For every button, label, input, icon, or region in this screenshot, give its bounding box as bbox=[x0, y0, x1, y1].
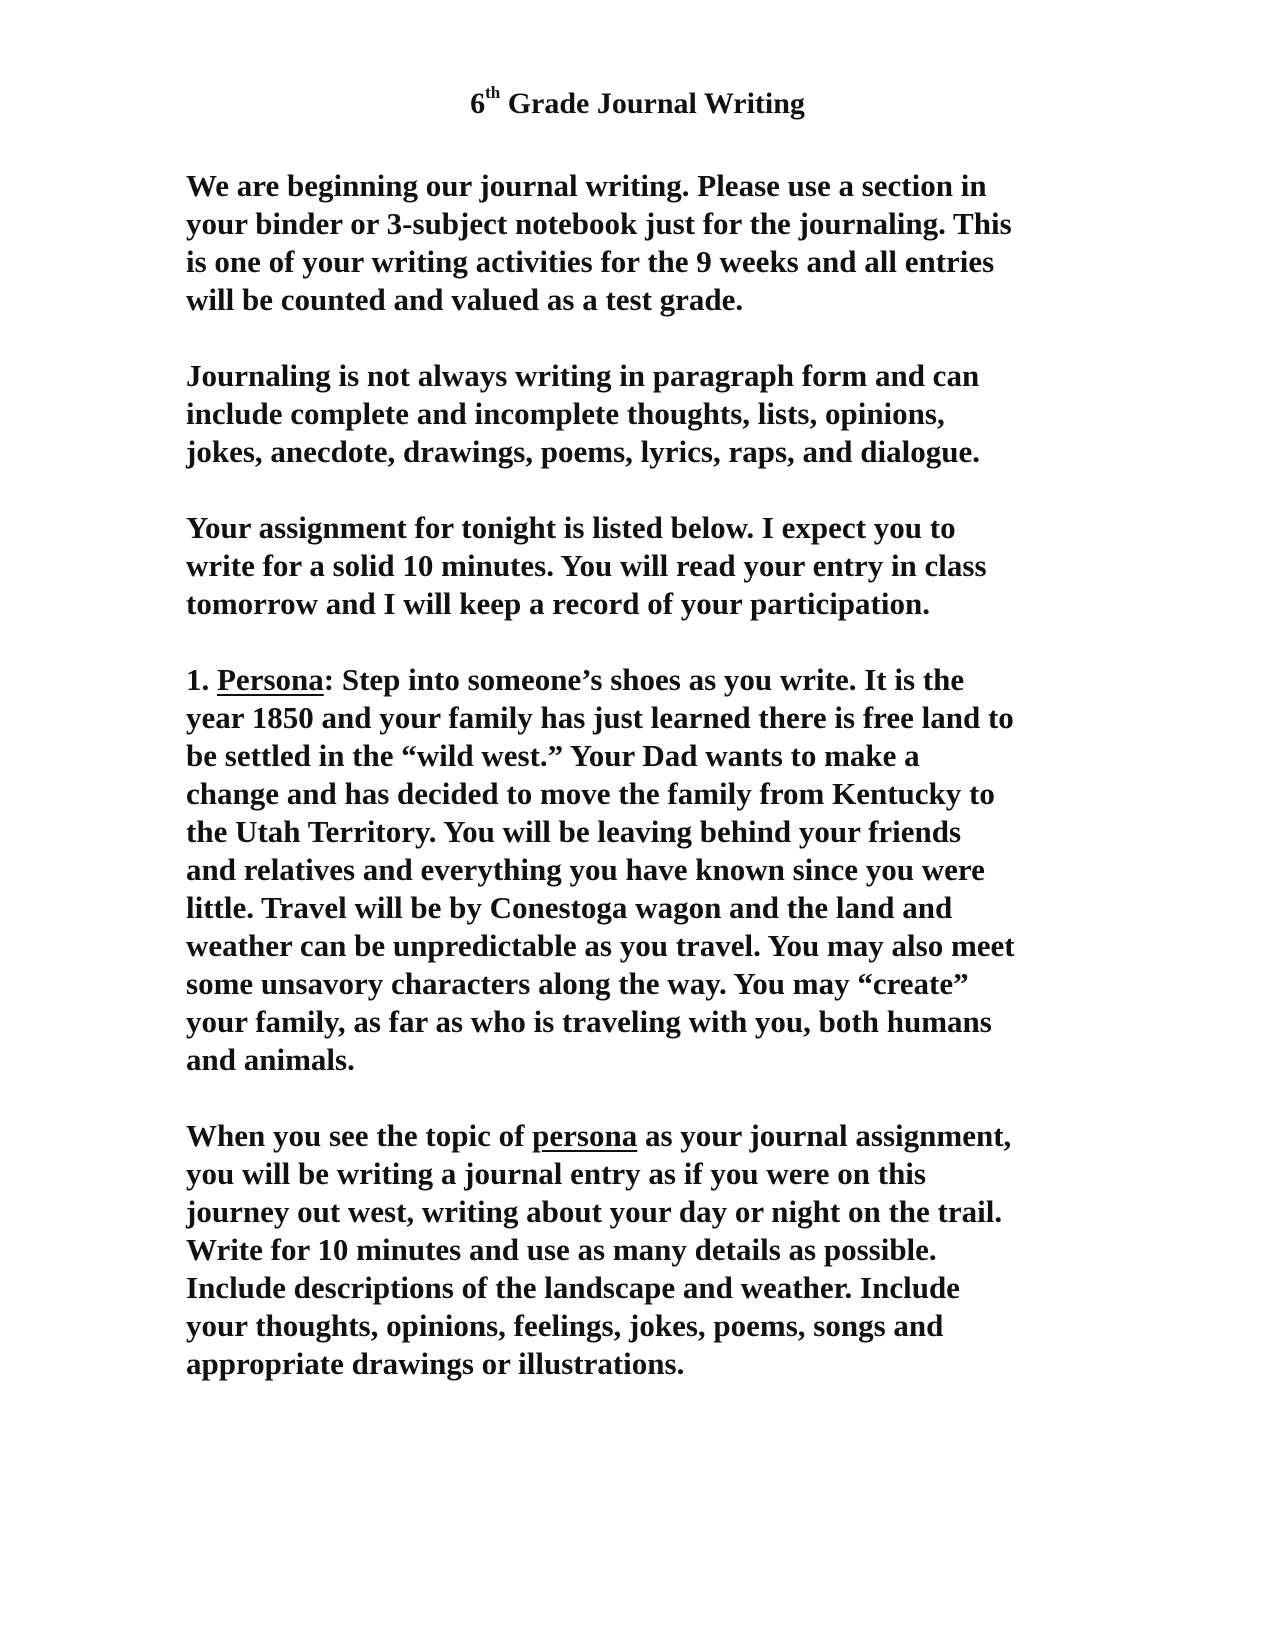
topic-paragraph bbox=[186, 1117, 1086, 1383]
text-line bbox=[186, 1117, 1086, 1155]
text-line: be settled in the “wild west.” Your Dad wants to make a bbox=[186, 738, 920, 773]
intro-paragraph bbox=[186, 167, 1086, 319]
text-fragment: as your journal assignment, bbox=[637, 1118, 1012, 1153]
page-title bbox=[0, 83, 1275, 122]
text-line: your binder or 3-subject notebook just for the journaling. This bbox=[186, 206, 1012, 241]
title-grade-suffix: th bbox=[485, 83, 501, 102]
text-line: and relatives and everything you have known since you were bbox=[186, 852, 985, 887]
journaling-description-paragraph bbox=[186, 357, 1086, 471]
text-line: journey out west, writing about your day or night on the trail. bbox=[186, 1194, 1003, 1229]
text-line: write for a solid 10 minutes. You will read your entry in class bbox=[186, 548, 987, 583]
text-line: Include descriptions of the landscape and weather. Include bbox=[186, 1270, 960, 1305]
text-line: change and has decided to move the family from Kentucky to bbox=[186, 776, 995, 811]
text-line: some unsavory characters along the way. You may “create” bbox=[186, 966, 969, 1001]
document-body bbox=[186, 167, 1086, 1421]
text-line: Journaling is not always writing in paragraph form and can bbox=[186, 358, 980, 393]
title-grade-number: 6 bbox=[470, 87, 486, 120]
text-line: your thoughts, opinions, feelings, jokes, poems, songs and bbox=[186, 1308, 944, 1343]
text-line: year 1850 and your family has just learned there is free land to bbox=[186, 700, 1014, 735]
text-fragment: When you see the topic of bbox=[186, 1118, 533, 1153]
text-line: weather can be unpredictable as you travel. You may also meet bbox=[186, 928, 1015, 963]
text-line: little. Travel will be by Conestoga wagon and the land and bbox=[186, 890, 953, 925]
persona-keyword: persona bbox=[532, 1118, 638, 1153]
text-line: is one of your writing activities for the 9 weeks and all entries bbox=[186, 244, 995, 279]
text-line bbox=[186, 661, 1086, 699]
text-line: We are beginning our journal writing. Please use a section in bbox=[186, 168, 987, 203]
text-line: your family, as far as who is traveling with you, both humans bbox=[186, 1004, 992, 1039]
text-line: Write for 10 minutes and use as many details as possible. bbox=[186, 1232, 937, 1267]
text-fragment: : Step into someone’s shoes as you write. It is the bbox=[323, 662, 965, 697]
assignment-paragraph bbox=[186, 509, 1086, 623]
persona-keyword: Persona bbox=[217, 662, 324, 697]
item-number: 1. bbox=[186, 662, 210, 697]
text-line: jokes, anecdote, drawings, poems, lyrics, raps, and dialogue. bbox=[186, 434, 980, 469]
title-text: Grade Journal Writing bbox=[507, 87, 805, 120]
text-line: appropriate drawings or illustrations. bbox=[186, 1346, 685, 1381]
text-line: the Utah Territory. You will be leaving behind your friends bbox=[186, 814, 962, 849]
text-line: you will be writing a journal entry as if you were on this bbox=[186, 1156, 926, 1191]
text-line: Your assignment for tonight is listed below. I expect you to bbox=[186, 510, 956, 545]
text-line: will be counted and valued as a test grade. bbox=[186, 282, 744, 317]
text-line: include complete and incomplete thoughts, lists, opinions, bbox=[186, 396, 945, 431]
text-line: tomorrow and I will keep a record of your participation. bbox=[186, 586, 930, 621]
persona-paragraph bbox=[186, 661, 1086, 1079]
text-line: and animals. bbox=[186, 1042, 355, 1077]
